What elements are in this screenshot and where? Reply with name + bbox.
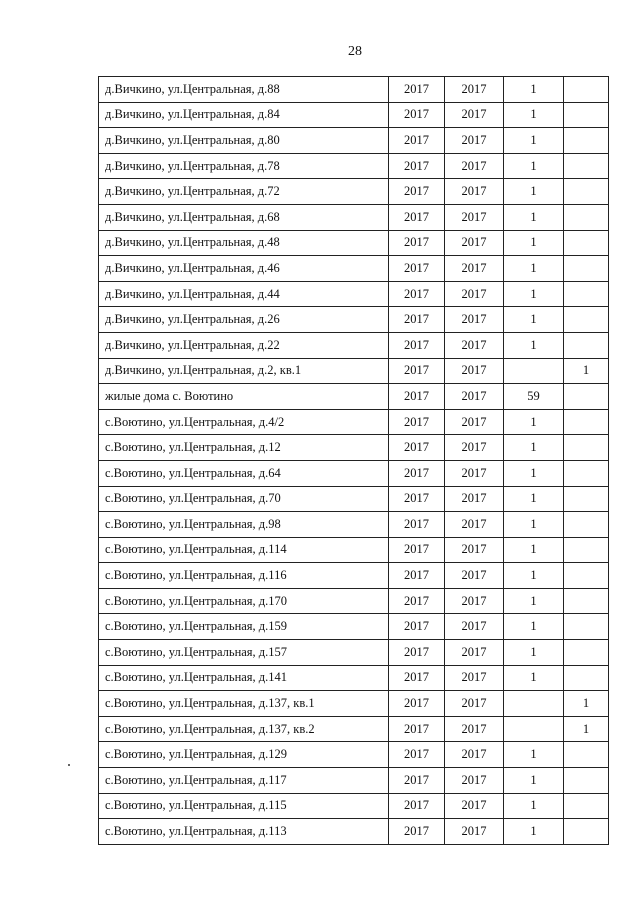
table-row	[99, 77, 609, 103]
year-start-cell: 2017	[389, 460, 445, 486]
table-row	[99, 179, 609, 205]
address-cell: д.Вичкино, ул.Центральная, д.80	[99, 128, 389, 154]
table-row	[99, 435, 609, 461]
count-cell-b	[564, 102, 609, 128]
year-start-cell: 2017	[389, 435, 445, 461]
year-end-cell: 2017	[445, 332, 504, 358]
address-cell: д.Вичкино, ул.Центральная, д.88	[99, 77, 389, 103]
count-cell-b	[564, 204, 609, 230]
year-end-cell: 2017	[445, 384, 504, 410]
year-end-cell: 2017	[445, 435, 504, 461]
year-end-cell: 2017	[445, 716, 504, 742]
table-row	[99, 128, 609, 154]
year-start-cell: 2017	[389, 230, 445, 256]
year-end-cell: 2017	[445, 819, 504, 845]
table-row	[99, 537, 609, 563]
address-cell: с.Воютино, ул.Центральная, д.170	[99, 588, 389, 614]
year-start-cell: 2017	[389, 409, 445, 435]
count-cell-b	[564, 793, 609, 819]
table-row	[99, 307, 609, 333]
address-cell: с.Воютино, ул.Центральная, д.98	[99, 512, 389, 538]
count-cell-a: 1	[504, 486, 564, 512]
count-cell-b	[564, 435, 609, 461]
year-end-cell: 2017	[445, 77, 504, 103]
year-start-cell: 2017	[389, 256, 445, 282]
year-start-cell: 2017	[389, 768, 445, 794]
count-cell-a: 1	[504, 102, 564, 128]
table-row	[99, 153, 609, 179]
page-number: 28	[348, 44, 362, 59]
table-body	[99, 77, 609, 845]
count-cell-a: 59	[504, 384, 564, 410]
year-end-cell: 2017	[445, 307, 504, 333]
year-end-cell: 2017	[445, 358, 504, 384]
address-cell: жилые дома с. Воютино	[99, 384, 389, 410]
year-end-cell: 2017	[445, 691, 504, 717]
address-cell: д.Вичкино, ул.Центральная, д.78	[99, 153, 389, 179]
year-end-cell: 2017	[445, 588, 504, 614]
address-cell: с.Воютино, ул.Центральная, д.70	[99, 486, 389, 512]
scan-speck	[68, 764, 70, 766]
table-row	[99, 819, 609, 845]
year-start-cell: 2017	[389, 204, 445, 230]
table-row	[99, 460, 609, 486]
count-cell-a: 1	[504, 230, 564, 256]
count-cell-b	[564, 128, 609, 154]
year-start-cell: 2017	[389, 588, 445, 614]
count-cell-b	[564, 460, 609, 486]
count-cell-b: 1	[564, 716, 609, 742]
year-start-cell: 2017	[389, 665, 445, 691]
count-cell-b	[564, 332, 609, 358]
count-cell-a: 1	[504, 256, 564, 282]
year-start-cell: 2017	[389, 486, 445, 512]
year-end-cell: 2017	[445, 281, 504, 307]
table-row	[99, 742, 609, 768]
table-row	[99, 332, 609, 358]
count-cell-a: 1	[504, 77, 564, 103]
count-cell-a: 1	[504, 819, 564, 845]
count-cell-b	[564, 179, 609, 205]
year-end-cell: 2017	[445, 768, 504, 794]
document-table	[98, 76, 609, 845]
count-cell-b	[564, 486, 609, 512]
year-start-cell: 2017	[389, 742, 445, 768]
year-start-cell: 2017	[389, 793, 445, 819]
table-row	[99, 716, 609, 742]
table-row	[99, 768, 609, 794]
year-start-cell: 2017	[389, 332, 445, 358]
count-cell-b	[564, 256, 609, 282]
table-row	[99, 409, 609, 435]
count-cell-a: 1	[504, 153, 564, 179]
year-start-cell: 2017	[389, 640, 445, 666]
table-row	[99, 102, 609, 128]
address-cell: д.Вичкино, ул.Центральная, д.44	[99, 281, 389, 307]
count-cell-b	[564, 230, 609, 256]
count-cell-b	[564, 640, 609, 666]
count-cell-a: 1	[504, 537, 564, 563]
year-end-cell: 2017	[445, 230, 504, 256]
count-cell-a: 1	[504, 614, 564, 640]
year-start-cell: 2017	[389, 691, 445, 717]
year-start-cell: 2017	[389, 307, 445, 333]
table-row	[99, 230, 609, 256]
count-cell-a: 1	[504, 307, 564, 333]
count-cell-a: 1	[504, 179, 564, 205]
year-end-cell: 2017	[445, 256, 504, 282]
year-start-cell: 2017	[389, 614, 445, 640]
table-row	[99, 691, 609, 717]
year-start-cell: 2017	[389, 102, 445, 128]
table-row	[99, 614, 609, 640]
count-cell-b	[564, 614, 609, 640]
year-start-cell: 2017	[389, 358, 445, 384]
table-row	[99, 563, 609, 589]
count-cell-a: 1	[504, 460, 564, 486]
address-cell: д.Вичкино, ул.Центральная, д.68	[99, 204, 389, 230]
address-cell: с.Воютино, ул.Центральная, д.115	[99, 793, 389, 819]
count-cell-a: 1	[504, 512, 564, 538]
year-end-cell: 2017	[445, 512, 504, 538]
table-row	[99, 486, 609, 512]
year-start-cell: 2017	[389, 128, 445, 154]
year-end-cell: 2017	[445, 128, 504, 154]
count-cell-a: 1	[504, 435, 564, 461]
count-cell-b	[564, 512, 609, 538]
address-cell: д.Вичкино, ул.Центральная, д.46	[99, 256, 389, 282]
count-cell-b	[564, 563, 609, 589]
address-cell: д.Вичкино, ул.Центральная, д.84	[99, 102, 389, 128]
address-cell: с.Воютино, ул.Центральная, д.4/2	[99, 409, 389, 435]
count-cell-a: 1	[504, 768, 564, 794]
year-end-cell: 2017	[445, 614, 504, 640]
year-end-cell: 2017	[445, 563, 504, 589]
year-end-cell: 2017	[445, 486, 504, 512]
count-cell-a	[504, 358, 564, 384]
year-end-cell: 2017	[445, 742, 504, 768]
year-end-cell: 2017	[445, 460, 504, 486]
count-cell-a: 1	[504, 204, 564, 230]
address-cell: с.Воютино, ул.Центральная, д.159	[99, 614, 389, 640]
table-row	[99, 640, 609, 666]
address-cell: д.Вичкино, ул.Центральная, д.72	[99, 179, 389, 205]
count-cell-a: 1	[504, 588, 564, 614]
count-cell-a: 1	[504, 281, 564, 307]
address-cell: с.Воютино, ул.Центральная, д.137, кв.1	[99, 691, 389, 717]
address-cell: с.Воютино, ул.Центральная, д.114	[99, 537, 389, 563]
count-cell-a: 1	[504, 742, 564, 768]
count-cell-b	[564, 307, 609, 333]
count-cell-a: 1	[504, 128, 564, 154]
year-start-cell: 2017	[389, 563, 445, 589]
count-cell-b	[564, 77, 609, 103]
count-cell-a	[504, 716, 564, 742]
table-row	[99, 665, 609, 691]
year-start-cell: 2017	[389, 179, 445, 205]
year-start-cell: 2017	[389, 384, 445, 410]
year-end-cell: 2017	[445, 204, 504, 230]
address-cell: с.Воютино, ул.Центральная, д.113	[99, 819, 389, 845]
address-cell: с.Воютино, ул.Центральная, д.129	[99, 742, 389, 768]
address-cell: с.Воютино, ул.Центральная, д.12	[99, 435, 389, 461]
address-cell: д.Вичкино, ул.Центральная, д.48	[99, 230, 389, 256]
address-cell: д.Вичкино, ул.Центральная, д.22	[99, 332, 389, 358]
count-cell-a: 1	[504, 640, 564, 666]
count-cell-b	[564, 768, 609, 794]
year-start-cell: 2017	[389, 281, 445, 307]
year-start-cell: 2017	[389, 819, 445, 845]
address-cell: с.Воютино, ул.Центральная, д.157	[99, 640, 389, 666]
count-cell-b: 1	[564, 691, 609, 717]
count-cell-a: 1	[504, 665, 564, 691]
year-end-cell: 2017	[445, 102, 504, 128]
year-end-cell: 2017	[445, 179, 504, 205]
year-start-cell: 2017	[389, 77, 445, 103]
table-row	[99, 588, 609, 614]
table-row	[99, 793, 609, 819]
year-start-cell: 2017	[389, 716, 445, 742]
count-cell-b	[564, 665, 609, 691]
table-row	[99, 281, 609, 307]
count-cell-a: 1	[504, 563, 564, 589]
year-end-cell: 2017	[445, 665, 504, 691]
year-end-cell: 2017	[445, 409, 504, 435]
year-end-cell: 2017	[445, 537, 504, 563]
count-cell-b	[564, 742, 609, 768]
year-start-cell: 2017	[389, 153, 445, 179]
year-start-cell: 2017	[389, 537, 445, 563]
count-cell-b	[564, 153, 609, 179]
count-cell-b	[564, 588, 609, 614]
count-cell-b	[564, 537, 609, 563]
address-cell: с.Воютино, ул.Центральная, д.116	[99, 563, 389, 589]
count-cell-a	[504, 691, 564, 717]
count-cell-b	[564, 409, 609, 435]
year-end-cell: 2017	[445, 153, 504, 179]
address-cell: д.Вичкино, ул.Центральная, д.26	[99, 307, 389, 333]
count-cell-b: 1	[564, 358, 609, 384]
address-cell: д.Вичкино, ул.Центральная, д.2, кв.1	[99, 358, 389, 384]
count-cell-a: 1	[504, 793, 564, 819]
count-cell-b	[564, 384, 609, 410]
table-row	[99, 204, 609, 230]
count-cell-a: 1	[504, 409, 564, 435]
address-cell: с.Воютино, ул.Центральная, д.137, кв.2	[99, 716, 389, 742]
address-cell: с.Воютино, ул.Центральная, д.141	[99, 665, 389, 691]
address-cell: с.Воютино, ул.Центральная, д.117	[99, 768, 389, 794]
count-cell-a: 1	[504, 332, 564, 358]
address-cell: с.Воютино, ул.Центральная, д.64	[99, 460, 389, 486]
count-cell-b	[564, 819, 609, 845]
table-row	[99, 256, 609, 282]
year-end-cell: 2017	[445, 793, 504, 819]
count-cell-b	[564, 281, 609, 307]
year-start-cell: 2017	[389, 512, 445, 538]
table-row	[99, 384, 609, 410]
table-row	[99, 358, 609, 384]
year-end-cell: 2017	[445, 640, 504, 666]
table-row	[99, 512, 609, 538]
